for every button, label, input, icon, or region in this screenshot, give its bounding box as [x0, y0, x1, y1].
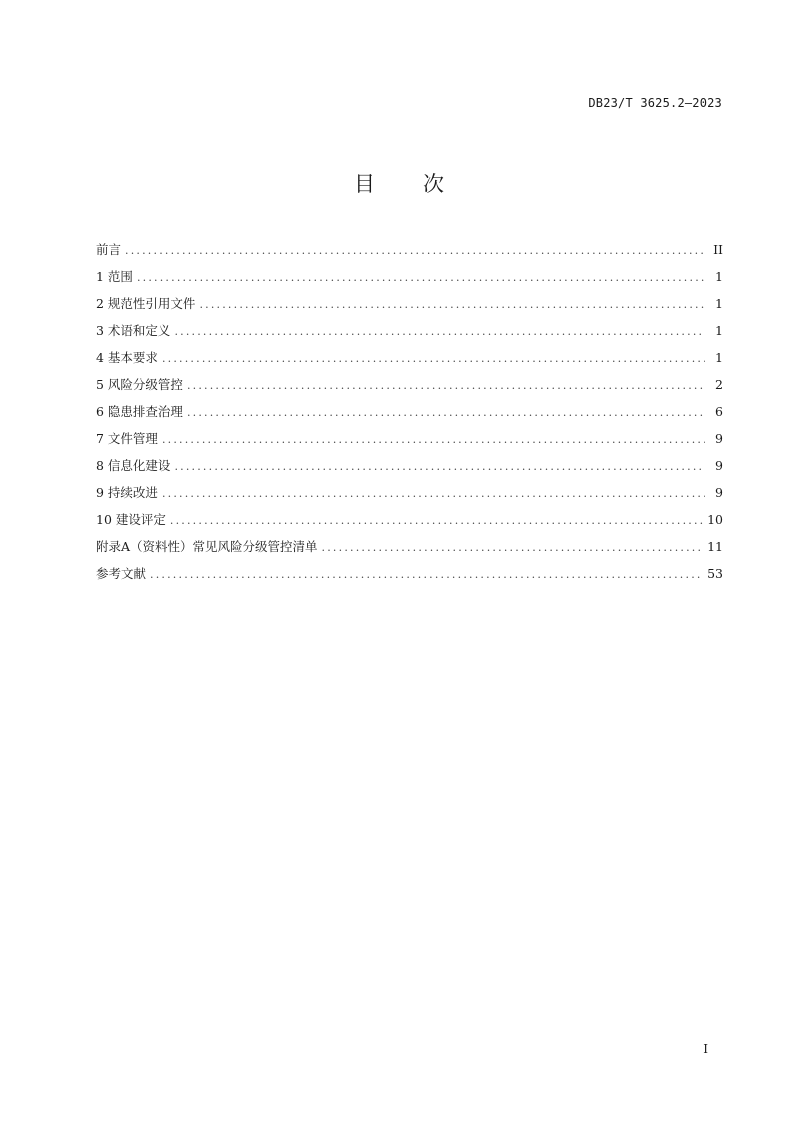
- toc-entry-risk-control[interactable]: [96, 375, 723, 402]
- toc-entry-label: 1 范围: [96, 269, 133, 284]
- toc-entry-page: 2: [715, 377, 723, 392]
- page-title: 目 次: [354, 172, 446, 196]
- toc-entry-label: 8 信息化建设: [96, 458, 171, 473]
- toc-entry-label: 7 文件管理: [96, 431, 158, 446]
- toc-entry-label: 6 隐患排查治理: [96, 404, 183, 419]
- table-of-contents: [96, 240, 723, 591]
- toc-entry-page: 9: [715, 485, 723, 500]
- document-code: DB23/T 3625.2—2023: [588, 96, 722, 110]
- toc-entry-label: 附录A（资料性）常见风险分级管控清单: [96, 539, 318, 554]
- toc-leader-dots: [187, 379, 705, 392]
- toc-entry-page: 11: [707, 539, 723, 554]
- toc-entry-label: 3 术语和定义: [96, 323, 171, 338]
- toc-entry-label: 10 建设评定: [96, 512, 166, 527]
- toc-entry-normative-references[interactable]: [96, 294, 723, 321]
- toc-entry-continuous-improvement[interactable]: [96, 483, 723, 510]
- toc-entry-evaluation[interactable]: [96, 510, 723, 537]
- toc-entry-document-management[interactable]: [96, 429, 723, 456]
- toc-entry-label: 4 基本要求: [96, 350, 158, 365]
- toc-leader-dots: [162, 352, 705, 365]
- toc-entry-foreword[interactable]: [96, 240, 723, 267]
- toc-entry-page: 1: [715, 296, 723, 311]
- page-number: I: [703, 1042, 708, 1056]
- toc-leader-dots: [137, 271, 705, 284]
- toc-entry-page: 1: [715, 269, 723, 284]
- toc-entry-page: 9: [715, 431, 723, 446]
- toc-entry-label: 参考文献: [96, 566, 147, 581]
- toc-entry-page: 6: [715, 404, 723, 419]
- toc-leader-dots: [187, 406, 705, 419]
- toc-leader-dots: [162, 487, 705, 500]
- toc-entry-label: 5 风险分级管控: [96, 377, 183, 392]
- toc-leader-dots: [322, 541, 704, 554]
- toc-leader-dots: [170, 514, 703, 527]
- toc-entry-page: 1: [715, 350, 723, 365]
- toc-entry-label: 9 持续改进: [96, 485, 158, 500]
- toc-entry-bibliography[interactable]: [96, 564, 723, 591]
- toc-entry-appendix-a[interactable]: [96, 537, 723, 564]
- toc-entry-label: 前言: [96, 242, 122, 257]
- toc-entry-page: II: [713, 242, 723, 257]
- toc-entry-scope[interactable]: [96, 267, 723, 294]
- toc-entry-page: 10: [707, 512, 723, 527]
- toc-leader-dots: [199, 298, 705, 311]
- toc-entry-page: 9: [715, 458, 723, 473]
- toc-entry-basic-requirements[interactable]: [96, 348, 723, 375]
- toc-entry-hazard-management[interactable]: [96, 402, 723, 429]
- toc-entry-label: 2 规范性引用文件: [96, 296, 196, 311]
- toc-entry-informatization[interactable]: [96, 456, 723, 483]
- toc-leader-dots: [162, 433, 705, 446]
- toc-entry-page: 1: [715, 323, 723, 338]
- toc-leader-dots: [174, 325, 705, 338]
- toc-leader-dots: [125, 244, 705, 257]
- toc-leader-dots: [174, 460, 705, 473]
- toc-entry-terms-definitions[interactable]: [96, 321, 723, 348]
- toc-leader-dots: [150, 568, 703, 581]
- toc-entry-page: 53: [707, 566, 723, 581]
